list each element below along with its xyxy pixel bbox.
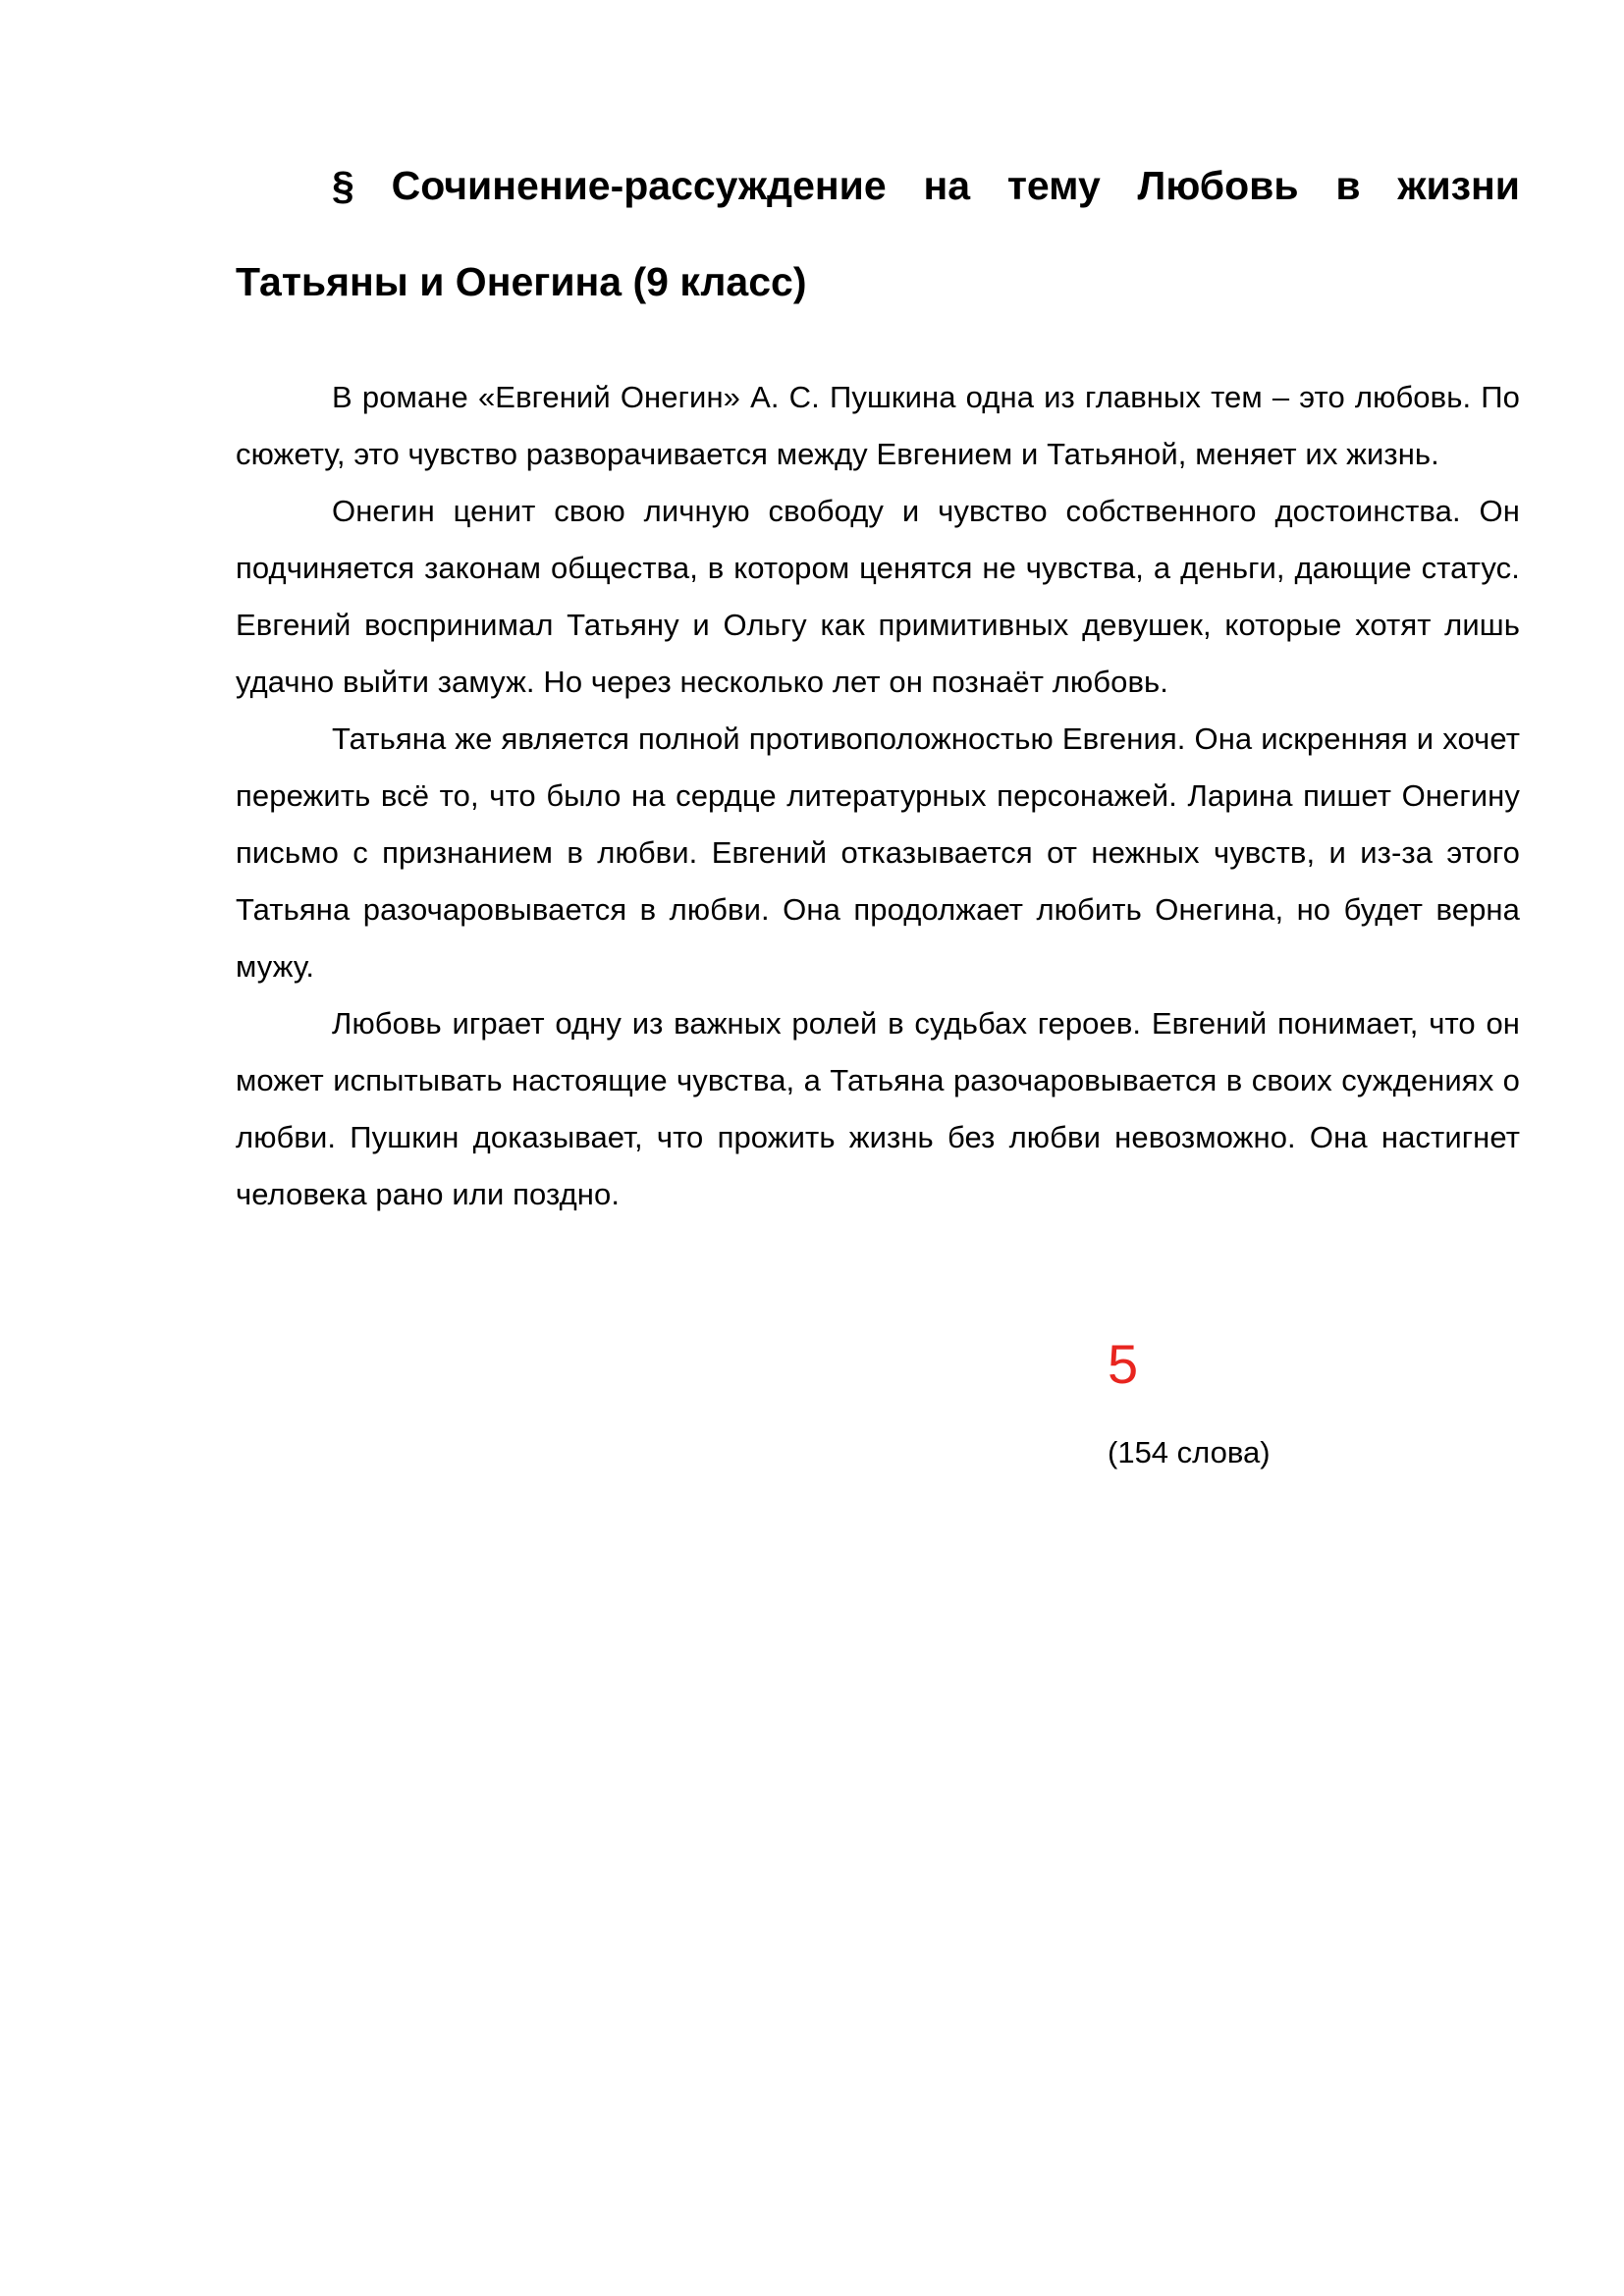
essay-paragraph-2: Онегин ценит свою личную свободу и чувство собственного достоинства. Он подчиняется законам общества, в котором ценятся не чувства, а деньги, дающие статус. Евгений воспринимал Татьяну и Ольгу как примитивных девушек, которые хотят лишь удачно выйти замуж. Но через несколько лет он познаёт любовь. [236, 494, 1520, 699]
essay-paragraph-4: Любовь играет одну из важных ролей в судьбах героев. Евгений понимает, что он может испытывать настоящие чувства, а Татьяна разочаровывается в своих суждениях о любви. Пушкин доказывает, что прожить жизнь без любви невозможно. Она настигнет человека рано или поздно. [236, 1006, 1520, 1211]
word-count: (154 слова) [1108, 1435, 1271, 1469]
essay-paragraph-3: Татьяна же является полной противоположностью Евгения. Она искренняя и хочет пережить всё то, что было на сердце литературных персонажей. Ларина пишет Онегину письмо с признанием в любви. Евгений отказывается от нежных чувств, и из-за этого Татьяна разочаровывается в любви. Она продолжает любить Онегина, но будет верна мужу. [236, 721, 1520, 984]
essay-paragraph-1: В романе «Евгений Онегин» А. С. Пушкина одна из главных тем – это любовь. По сюжету, это чувство разворачивается между Евгением и Татьяной, меняет их жизнь. [236, 380, 1520, 471]
essay-content [236, 137, 1520, 1223]
essay-title: § Сочинение-рассуждение на тему Любовь в жизни Татьяны и Онегина (9 класс) [236, 163, 1520, 304]
grade-mark: 5 [1108, 1333, 1139, 1395]
essay-body [236, 369, 1520, 1223]
